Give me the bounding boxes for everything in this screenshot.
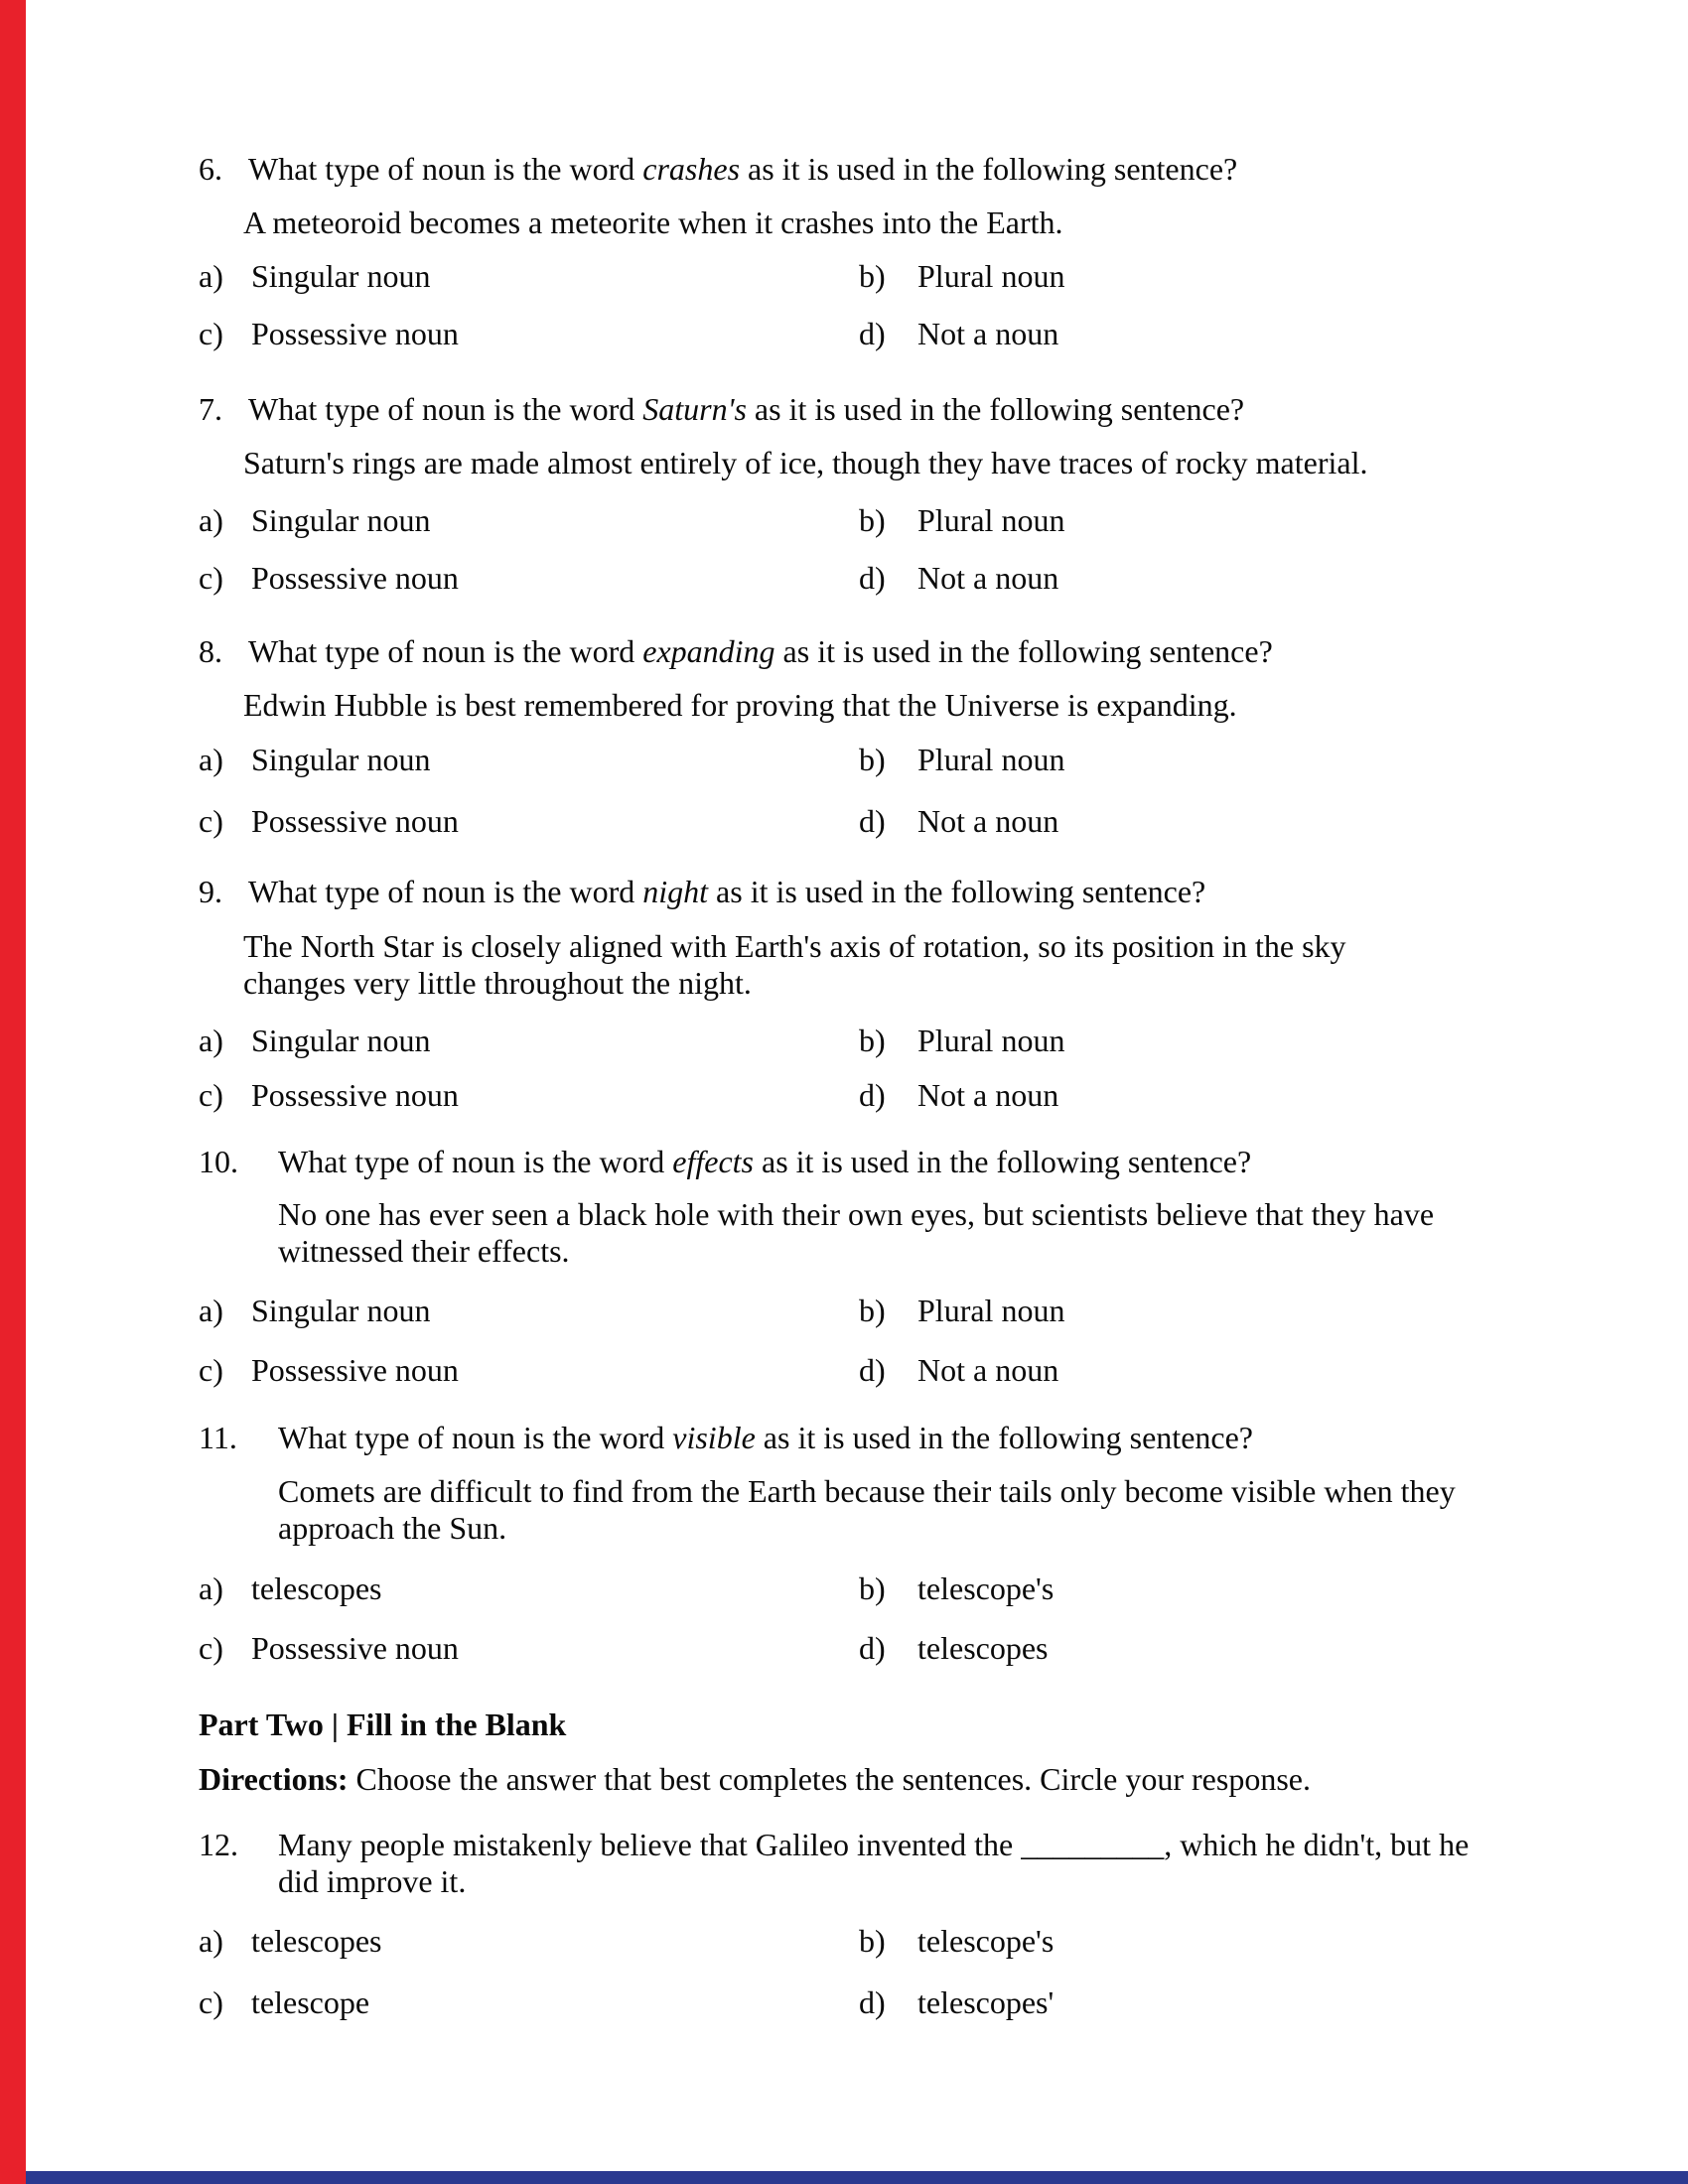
option-letter: b) — [859, 258, 886, 294]
prompt-italic-word: effects — [672, 1144, 754, 1179]
question-7-sentence — [0, 445, 1688, 486]
question-9-sentence-line-2 — [0, 965, 1688, 1007]
option-label: Plural noun — [917, 502, 1065, 538]
option-label: Possessive noun — [251, 1352, 459, 1388]
left-edge-red-stripe — [0, 0, 26, 2184]
prompt-italic-word: crashes — [642, 151, 741, 187]
question-text — [248, 391, 1244, 428]
question-text — [248, 874, 1205, 910]
option-letter: a) — [199, 502, 223, 538]
prompt-suffix: as it is used in the following sentence? — [708, 874, 1206, 909]
question-7-options-row-2 — [0, 560, 1688, 602]
question-number: 6. — [199, 151, 222, 187]
option-letter: a) — [199, 1570, 223, 1606]
question-10-prompt — [0, 1144, 1688, 1185]
prompt-prefix: What type of noun is the word — [248, 151, 643, 187]
question-9-prompt — [0, 874, 1688, 915]
option-letter: c) — [199, 1984, 223, 2020]
option-label: telescope — [251, 1984, 370, 2020]
question-12-line-2 — [0, 1863, 1688, 1905]
option-label: telescope's — [917, 1923, 1055, 1959]
option-letter: b) — [859, 502, 886, 538]
prompt-suffix: as it is used in the following sentence? — [746, 391, 1245, 427]
option-label: telescopes — [917, 1630, 1049, 1666]
option-letter: b) — [859, 742, 886, 777]
option-letter: a) — [199, 1923, 223, 1959]
question-10-sentence-line-1 — [0, 1196, 1688, 1238]
prompt-italic-word: night — [642, 874, 709, 909]
option-label: telescopes' — [917, 1984, 1055, 2020]
sentence-line: No one has ever seen a black hole with their own eyes, but scientists believe that they have — [278, 1196, 1435, 1232]
question-7-prompt — [0, 391, 1688, 433]
option-label: Not a noun — [917, 803, 1059, 839]
option-label: Possessive noun — [251, 316, 459, 351]
option-letter: b) — [859, 1023, 886, 1058]
option-label: telescopes — [251, 1570, 382, 1606]
directions-line — [0, 1761, 1688, 1803]
question-text-continued: did improve it. — [278, 1863, 467, 1899]
option-letter: b) — [859, 1570, 886, 1606]
option-label: Singular noun — [251, 258, 431, 294]
question-number: 12. — [199, 1827, 238, 1862]
prompt-prefix: What type of noun is the word — [248, 874, 643, 909]
question-number: 8. — [199, 633, 222, 669]
question-9-sentence-line-1 — [0, 928, 1688, 970]
option-letter: d) — [859, 1984, 886, 2020]
question-11-prompt — [0, 1420, 1688, 1461]
question-6-sentence — [0, 205, 1688, 246]
bottom-edge-blue-rule — [0, 2171, 1688, 2184]
option-letter: a) — [199, 1293, 223, 1328]
sentence-line: approach the Sun. — [278, 1510, 507, 1546]
question-number: 10. — [199, 1144, 238, 1179]
question-8-prompt — [0, 633, 1688, 675]
question-text — [278, 1420, 1253, 1456]
option-letter: c) — [199, 1630, 223, 1666]
question-10-options-row-1 — [0, 1293, 1688, 1334]
part-two-heading-line — [0, 1706, 1688, 1748]
question-6-options-row-1 — [0, 258, 1688, 300]
prompt-italic-word: Saturn's — [642, 391, 747, 427]
option-label: Singular noun — [251, 1023, 431, 1058]
part-two-heading: Part Two | Fill in the Blank — [199, 1706, 567, 1742]
option-letter: d) — [859, 1077, 886, 1113]
option-label: Not a noun — [917, 1352, 1059, 1388]
prompt-prefix: What type of noun is the word — [278, 1420, 673, 1455]
option-label: telescope's — [917, 1570, 1055, 1606]
option-letter: c) — [199, 1352, 223, 1388]
directions-label: Directions: — [199, 1761, 349, 1797]
question-12-line-1 — [0, 1827, 1688, 1868]
sentence-line: Comets are difficult to find from the Earth because their tails only become visible when they — [278, 1473, 1456, 1509]
option-label: Not a noun — [917, 1077, 1059, 1113]
question-text: Many people mistakenly believe that Galileo invented the _________, which he didn't, but he — [278, 1827, 1470, 1862]
option-letter: d) — [859, 803, 886, 839]
question-number: 9. — [199, 874, 222, 909]
option-label: Possessive noun — [251, 803, 459, 839]
question-6-prompt — [0, 151, 1688, 193]
option-letter: d) — [859, 1352, 886, 1388]
option-label: Possessive noun — [251, 1630, 459, 1666]
option-letter: a) — [199, 742, 223, 777]
option-letter: d) — [859, 1630, 886, 1666]
option-letter: c) — [199, 1077, 223, 1113]
question-7-options-row-1 — [0, 502, 1688, 544]
sentence-line: witnessed their effects. — [278, 1233, 570, 1269]
option-label: Not a noun — [917, 316, 1059, 351]
option-letter: d) — [859, 316, 886, 351]
option-label: Not a noun — [917, 560, 1059, 596]
option-letter: c) — [199, 560, 223, 596]
question-9-options-row-2 — [0, 1077, 1688, 1119]
question-12-options-row-2 — [0, 1984, 1688, 2026]
prompt-suffix: as it is used in the following sentence? — [753, 1144, 1252, 1179]
option-letter: a) — [199, 258, 223, 294]
sentence-line: Edwin Hubble is best remembered for proving that the Universe is expanding. — [243, 687, 1237, 723]
sentence-line: Saturn's rings are made almost entirely of ice, though they have traces of rocky material. — [243, 445, 1368, 480]
sentence-line: The North Star is closely aligned with Earth's axis of rotation, so its position in the sky — [243, 928, 1346, 964]
question-12-options-row-1 — [0, 1923, 1688, 1965]
directions — [199, 1761, 1311, 1798]
option-letter: d) — [859, 560, 886, 596]
option-label: Plural noun — [917, 1293, 1065, 1328]
option-letter: a) — [199, 1023, 223, 1058]
option-label: Singular noun — [251, 742, 431, 777]
prompt-italic-word: visible — [672, 1420, 756, 1455]
question-9-options-row-1 — [0, 1023, 1688, 1064]
prompt-prefix: What type of noun is the word — [248, 633, 643, 669]
option-label: Possessive noun — [251, 1077, 459, 1113]
option-label: telescopes — [251, 1923, 382, 1959]
option-label: Plural noun — [917, 1023, 1065, 1058]
question-text — [278, 1144, 1251, 1180]
prompt-prefix: What type of noun is the word — [278, 1144, 673, 1179]
sentence-line: A meteoroid becomes a meteorite when it crashes into the Earth. — [243, 205, 1063, 240]
directions-text: Choose the answer that best completes the sentences. Circle your response. — [348, 1761, 1311, 1797]
option-label: Plural noun — [917, 258, 1065, 294]
question-number: 11. — [199, 1420, 237, 1455]
option-letter: c) — [199, 803, 223, 839]
prompt-suffix: as it is used in the following sentence? — [740, 151, 1238, 187]
question-text — [248, 633, 1273, 670]
question-text — [248, 151, 1237, 188]
question-11-sentence-line-1 — [0, 1473, 1688, 1515]
question-6-options-row-2 — [0, 316, 1688, 357]
question-number: 7. — [199, 391, 222, 427]
sentence-line: changes very little throughout the night. — [243, 965, 752, 1001]
question-8-options-row-2 — [0, 803, 1688, 845]
question-10-sentence-line-2 — [0, 1233, 1688, 1275]
question-11-options-row-1 — [0, 1570, 1688, 1612]
prompt-prefix: What type of noun is the word — [248, 391, 643, 427]
question-8-options-row-1 — [0, 742, 1688, 783]
question-11-sentence-line-2 — [0, 1510, 1688, 1552]
option-label: Singular noun — [251, 502, 431, 538]
option-letter: b) — [859, 1923, 886, 1959]
option-label: Possessive noun — [251, 560, 459, 596]
prompt-italic-word: expanding — [642, 633, 775, 669]
prompt-suffix: as it is used in the following sentence? — [774, 633, 1273, 669]
question-10-options-row-2 — [0, 1352, 1688, 1394]
question-8-sentence — [0, 687, 1688, 729]
question-11-options-row-2 — [0, 1630, 1688, 1672]
option-letter: b) — [859, 1293, 886, 1328]
option-letter: c) — [199, 316, 223, 351]
prompt-suffix: as it is used in the following sentence? — [755, 1420, 1253, 1455]
option-label: Plural noun — [917, 742, 1065, 777]
option-label: Singular noun — [251, 1293, 431, 1328]
